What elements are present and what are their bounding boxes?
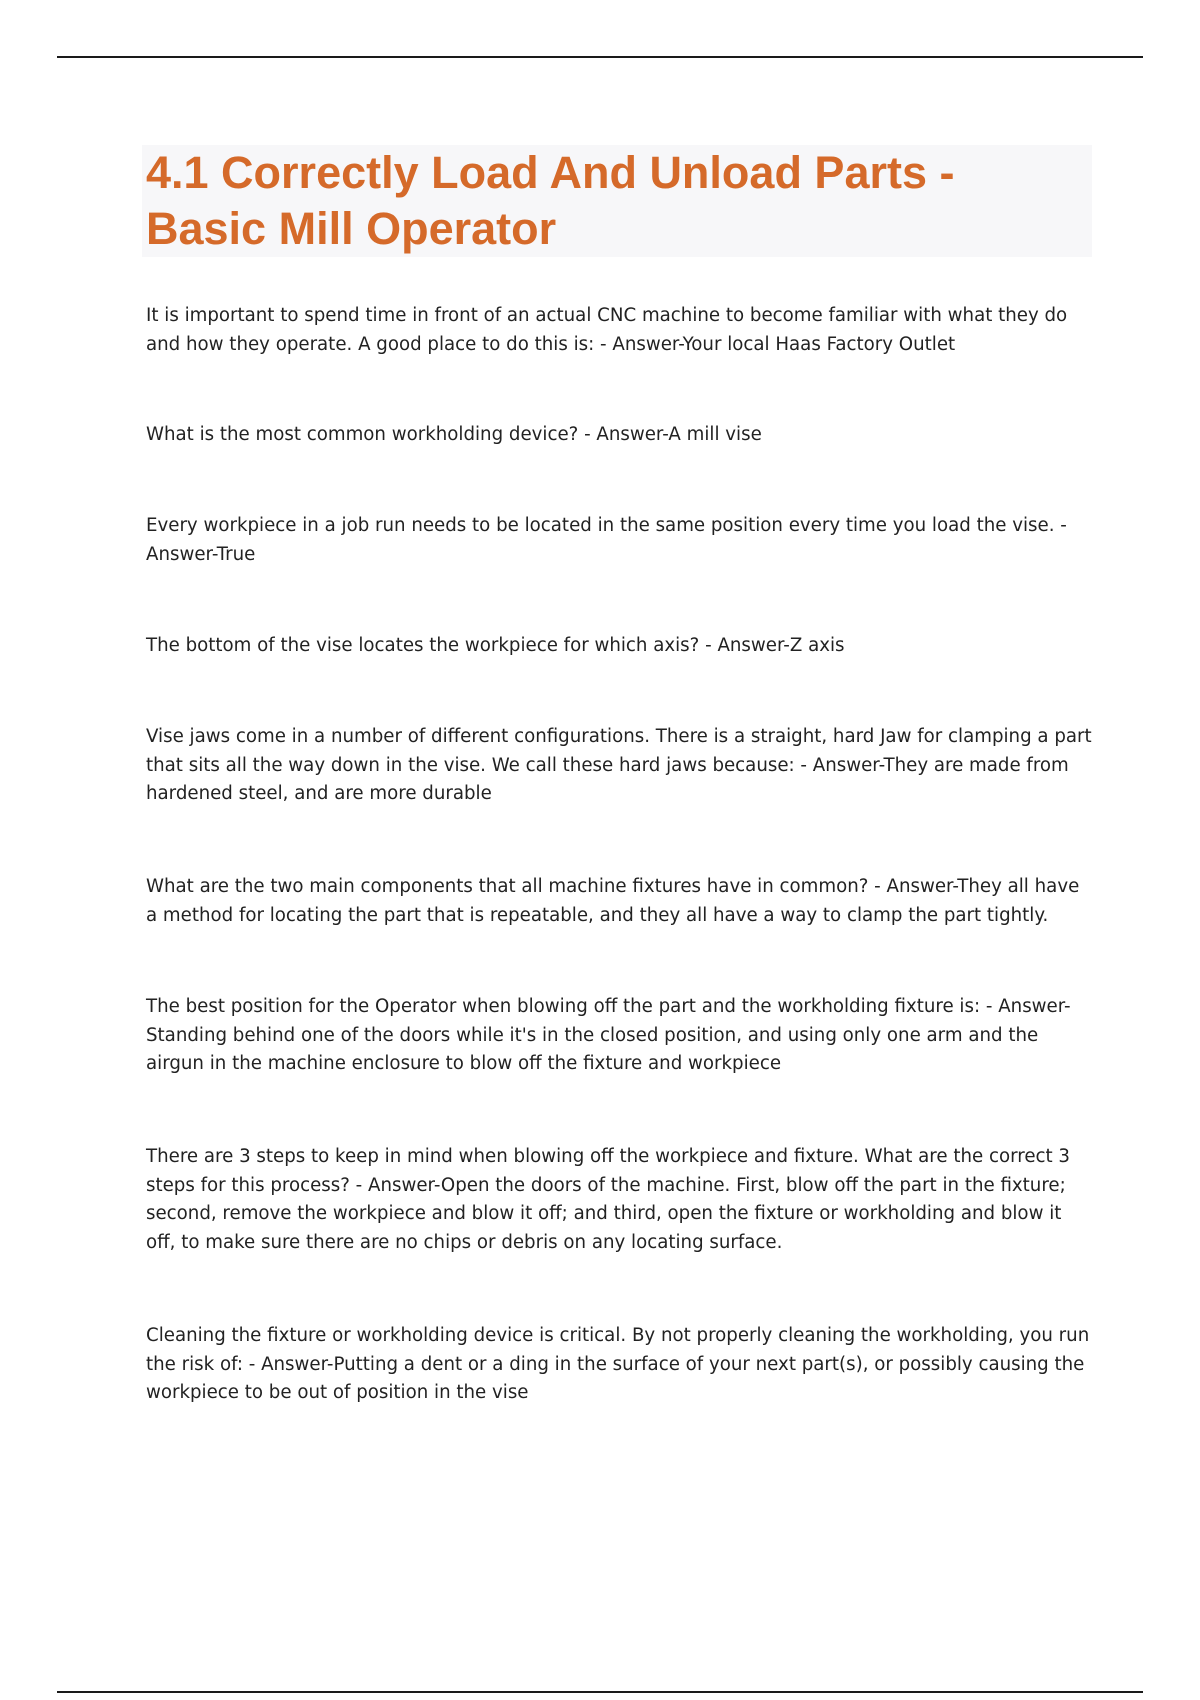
qa-item-5: Vise jaws come in a number of different configurations. There is a straight, hard Jaw for clamping a part that sits all the way down in the vise. We call these hard jaws because: - Answer-They are made from hardened steel, and are more durable	[146, 726, 1092, 804]
top-rule	[57, 56, 1143, 58]
bottom-rule	[57, 1691, 1143, 1693]
qa-item-9: Cleaning the fixture or workholding device is critical. By not properly cleaning the workholding, you run the risk of: - Answer-Putting a dent or a ding in the surface of your next part(s), or possibly causing the workpiece to be out of position in the vise	[146, 1325, 1090, 1403]
page-title: 4.1 Correctly Load And Unload Parts - Basic Mill Operator	[146, 147, 955, 254]
qa-item-3: Every workpiece in a job run needs to be located in the same position every time you load the vise. - Answer-True	[146, 515, 1067, 565]
qa-item-4: The bottom of the vise locates the workpiece for which axis? - Answer-Z axis	[146, 635, 845, 656]
qa-item-1: It is important to spend time in front of an actual CNC machine to become familiar with what they do and how they operate. A good place to do this is: - Answer-Your local Haas Factory Outlet	[146, 305, 1068, 355]
qa-item-8: There are 3 steps to keep in mind when blowing off the workpiece and fixture. What are the correct 3 steps for this process? - Answer-Open the doors of the machine. First, blow off the part in the fixture; second, remove the workpiece and blow it off; and third, open the fixture or workholding and blow it off, to make sure there are no chips or debris on any locating surface.	[146, 1146, 1071, 1253]
qa-item-6: What are the two main components that all machine fixtures have in common? - Answer-They all have a method for locating the part that is repeatable, and they all have a way to clamp the part tightly.	[146, 876, 1080, 926]
qa-item-2: What is the most common workholding device? - Answer-A mill vise	[146, 424, 762, 445]
qa-item-7: The best position for the Operator when blowing off the part and the workholding fixture is: - Answer-Standing behind one of the doors while it's in the closed position, and using only one arm and the airgun in the machine enclosure to blow off the fixture and workpiece	[146, 996, 1071, 1074]
